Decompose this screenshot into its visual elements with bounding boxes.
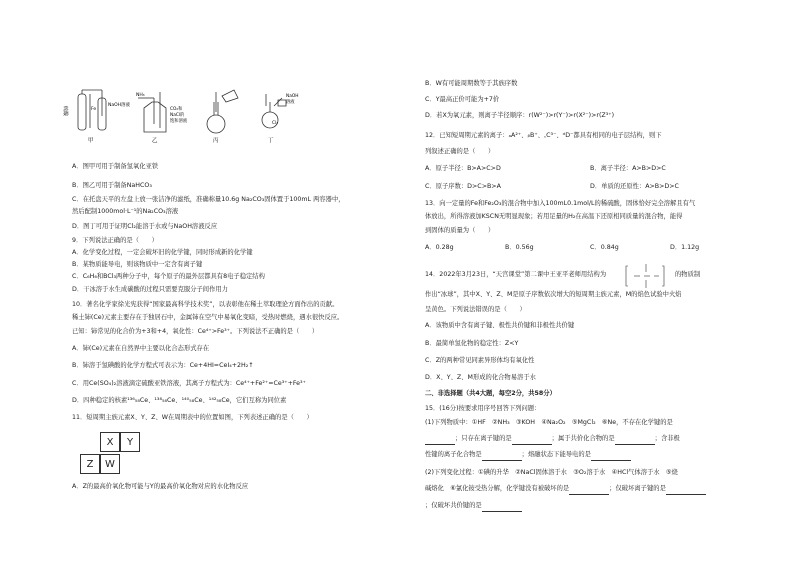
element-z: Z (80, 454, 100, 474)
reagent-label: 溶液 (286, 100, 295, 105)
answer-blank[interactable] (591, 451, 631, 461)
option-d: D．图丁可用于证明Cl₂能溶于水或与NaOH溶液反应 (72, 223, 218, 230)
q12-option-a: A．原子半径：B>A>C>D (425, 165, 501, 172)
answer-blank[interactable] (425, 435, 455, 445)
question-12-cont: 列叙述正确的是（ ） (425, 148, 495, 155)
q10-option-c: C．用Ce(SO₄)₂溶液滴定硫酸亚铁溶液，其离子方程式为：Ce⁴⁺+Fe²⁺=Ce³⁺+Fe³⁺ (72, 380, 306, 387)
q11-option-d: D．若X为氧元素，则离子半径顺序：r(W²⁻)>r(Y⁻)>r(X²⁻)>r(Z³⁺) (425, 112, 615, 119)
apparatus-figure (62, 88, 322, 154)
question-14-cont: 作出“冰球”，其中X、Y、Z、M是原子序数依次增大的短周期主族元素，M的焰色试验中火焰 (425, 291, 682, 298)
apparatus-bing (207, 90, 238, 133)
q13-option-a: A．0.28g (425, 244, 454, 251)
q11-option-b: B．W有可能周期数等于其族序数 (425, 80, 518, 87)
answer-blank[interactable] (615, 435, 655, 445)
question-14-cont: 呈黄色。下列说法错误的是（ ） (425, 306, 526, 313)
reagent-label: CO₂和 (170, 107, 183, 112)
q15-part-1-cont: 性键的离子化合物是 ；熔融状态下能导电的是 (425, 451, 631, 461)
element-x: X (100, 432, 120, 452)
q14-option-a: A．该物质中含有离子键、极性共价键和非极性共价键 (425, 322, 575, 329)
question-15: 15．(16分)按要求用序号回答下列问题： (425, 405, 541, 412)
q10-option-a: A．铈(Ce)元素在自然界中主要以化合态形式存在 (72, 345, 210, 352)
question-9: 9．下列说法正确的是（ ） (72, 237, 158, 244)
q9-option-d: D．干冰溶于水生成碳酸的过程只需要克服分子间作用力 (72, 286, 228, 293)
q10-option-d: D．四种稳定的核素¹³⁶₅₈Ce、¹³⁸₅₈Ce、¹⁴⁰₅₈Ce、¹⁴²₅₈Ce，它们互称为同位素 (72, 397, 287, 404)
reagent-label: NH₃ (136, 93, 145, 98)
question-10-cont: 已知：铈常见的化合价为+3和+4，氧化性：Ce⁴⁺>Fe³⁺。下列说法不正确的是（ ） (72, 328, 319, 335)
reagent-label: NaOH溶液 (108, 103, 131, 108)
answer-blank[interactable] (482, 502, 522, 512)
q15-part-1-cont: ；只存在离子键的是 ；属于共价化合物的是 ；含非极 (425, 435, 680, 445)
q13-option-d: D．1.12g (670, 244, 700, 251)
figure-label: 丁 (268, 138, 274, 144)
q14-option-b: B．最简单氢化物的稳定性：Z<Y (425, 340, 519, 347)
option-a: A．图甲可用于制备氢氧化亚铁 (72, 163, 159, 170)
question-13: 13．向一定量的Fe和Fe₂O₃的混合物中加入100mL0.1mol/L的稀硫酸，固体恰好完全溶解且有气 (425, 200, 696, 207)
question-14-tail: 的物质制 (675, 271, 701, 278)
answer-blank[interactable] (512, 435, 552, 445)
q9-option-c: C．C₆H₆和BCl₃两种分子中，每个原子的最外层都具有8电子稳定结构 (72, 273, 265, 280)
reagent-label: NaOH (286, 94, 299, 99)
question-13-cont: 到固体的质量为（ ） (425, 227, 495, 234)
question-11: 11．短周期主族元素X、Y、Z、W在周期表中的位置如图，下列表述正确的是（ ） (72, 414, 313, 421)
q11-option-a: A．Z的最高价氧化物可能与Y的最高价氧化物对应的水化物反应 (72, 483, 249, 490)
q9-option-b: B．某物质能导电，则该物质中一定含有离子键 (72, 261, 203, 268)
question-10: 10．著名化学家徐光宪获得“国家最高科学技术奖”，以表彰他在稀土萃取理论方面作出的贡献。 (72, 301, 339, 308)
figure-label: 乙 (152, 138, 158, 144)
figure-label: 甲 (88, 138, 94, 144)
q15-part-2-cont: ；仅破坏共价键的是 (425, 502, 522, 512)
apparatus-yi (138, 92, 166, 132)
q14-option-d: D．X、Y、Z、M形成的化合物易溶于水 (425, 374, 536, 381)
q15-part-2: (2)下列变化过程：①碘的升华 ②NaCl固体溶于水 ③O₂溶于水 ④HCl气体溶于水 ⑤烧 (425, 469, 678, 476)
q11-option-c: C．Y最高正价可能为+7价 (425, 96, 500, 103)
q15-part-1: (1)下列物质中：①HF ②NH₃ ③KOH ④Na₂O₂ ⑤MgCl₂ ⑥Ne，不存在化学键的是 (425, 419, 673, 426)
q14-option-c: C．Z的两种常见同素异形体均有氧化性 (425, 357, 535, 364)
question-14: 14．2022年3月23日，“天宫课堂”第二课中王亚平老师用结构为 (425, 271, 607, 278)
reagent-label: NaCl的 (170, 113, 185, 118)
reagent-label: Cl₂ (272, 121, 278, 126)
answer-blank[interactable] (569, 485, 609, 495)
q12-option-b: B．离子半径：A>B>D>C (590, 165, 666, 172)
q13-option-c: C．0.84g (590, 244, 619, 251)
structure-formula (626, 258, 672, 294)
option-b: B．图乙可用于制备NaHCO₃ (72, 182, 152, 189)
question-13-cont: 体放出，所得溶液加KSCN无明显现象；若用足量的H₂在高温下还原相同质量的混合物，能得 (425, 213, 683, 220)
answer-blank[interactable] (666, 485, 706, 495)
option-c: C．在托盘天平的左盘上放一张洁净的滤纸，准确称量10.6g Na₂CO₃固体置于100mL 两容器中， (72, 196, 345, 203)
element-w: W (100, 454, 120, 474)
reagent-label: Fe (91, 107, 97, 112)
option-c-cont: 然后配制1000mol·L⁻¹的Na₂CO₃溶液 (72, 208, 179, 215)
question-10-cont: 稀土铈(Ce)元素主要存在于独居石中，金属铈在空气中易氧化变暗，受热时燃烧，遇水很快反应。 (72, 314, 344, 321)
figure-label: 丙 (213, 138, 219, 144)
q12-option-d: D．单质的还原性：A>B>D>C (590, 183, 679, 190)
q13-option-b: B．0.56g (505, 244, 534, 251)
q10-option-b: B．铈溶于氢碘酸的化学方程式可表示为：Ce+4HI=CeI₄+2H₂↑ (72, 362, 254, 369)
question-12: 12．已知短周期元素的离子：ₐA²⁺、ᵦB⁺、꜀C³⁻、ᵈD⁻都具有相同的电子层结构，则下 (425, 132, 662, 139)
element-y: Y (120, 432, 140, 452)
q12-option-c: C．原子序数：D>C>B>A (425, 183, 501, 190)
section-heading: 二、非选择题（共4大题，每空2分，共58分） (425, 390, 556, 397)
reagent-label: 硫酸 (62, 106, 68, 117)
q9-option-a: A．化学变化过程，一定会破坏旧的化学键，同时形成新的化学键 (72, 249, 253, 256)
reagent-label: 饱和溶液 (170, 119, 188, 124)
q15-part-2-cont: 碱熔化 ⑥氯化铵受热分解，化学键没有被破坏的是 ；仅破坏离子键的是 (425, 485, 706, 495)
answer-blank[interactable] (482, 451, 522, 461)
